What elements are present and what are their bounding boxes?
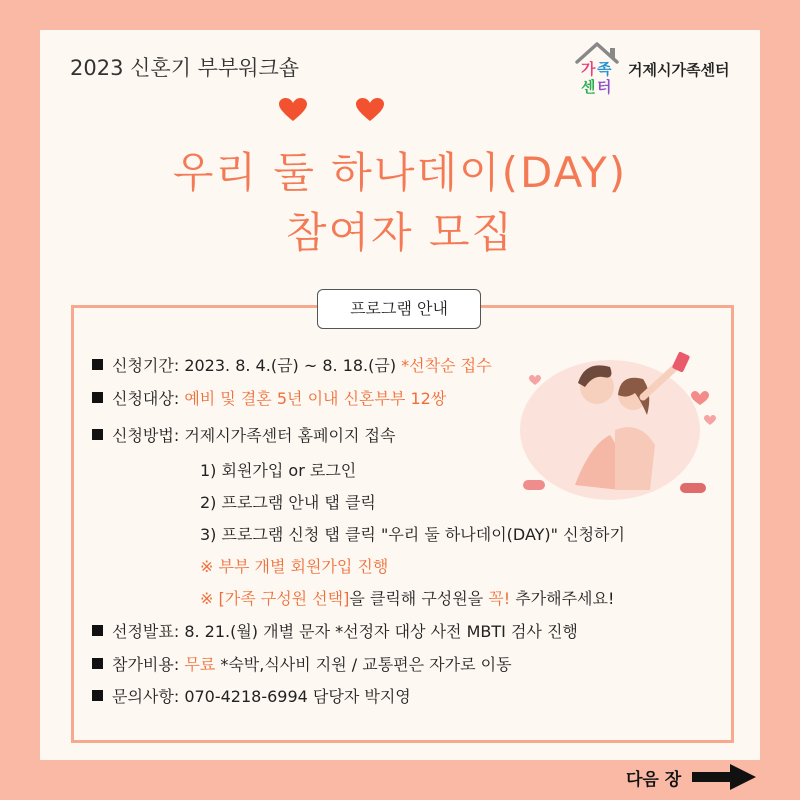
svg-text:족: 족: [597, 60, 612, 78]
note-1: ※ 부부 개별 회원가입 진행: [200, 557, 389, 576]
item-text: 거제시가족센터 홈페이지 접속: [184, 426, 396, 445]
note-text: 추가해주세요!: [510, 589, 615, 608]
list-item-period: [92, 353, 492, 376]
item-text: 2023. 8. 4.(금) ~ 8. 18.(금): [184, 356, 402, 375]
list-item-target: [92, 386, 446, 409]
org-name: 거제시가족센터: [628, 61, 730, 79]
bullet-icon: [92, 429, 103, 440]
list-item-announcement: [92, 619, 578, 642]
bullet-icon: [92, 625, 103, 636]
couple-illustration: [515, 335, 725, 505]
bullet-icon: [92, 392, 103, 403]
arrow-right-icon[interactable]: [692, 764, 756, 790]
note-highlight: ※ [가족 구성원 선택]: [200, 589, 350, 608]
list-item-fee: [92, 652, 512, 675]
bullet-icon: [92, 359, 103, 370]
item-label: 신청방법:: [112, 426, 185, 445]
step-3: 3) 프로그램 신청 탭 클릭 "우리 둘 하나데이(DAY)" 신청하기: [200, 525, 625, 544]
item-text: *숙박,식사비 지원 / 교통편은 자가로 이동: [215, 655, 512, 674]
item-highlight: 무료: [184, 655, 216, 674]
note-2: [200, 586, 614, 609]
program-info-label: 프로그램 안내: [317, 289, 481, 329]
svg-text:터: 터: [597, 78, 612, 96]
headline-line2: 참여자 모집: [285, 208, 515, 257]
item-highlight: *선착순 접수: [401, 356, 492, 375]
step-2: 2) 프로그램 안내 탭 클릭: [200, 493, 376, 512]
list-item-method: [92, 423, 395, 446]
item-label: 선정발표:: [112, 622, 185, 641]
item-label: 신청대상:: [112, 389, 185, 408]
heart-icon: [356, 98, 384, 122]
item-label: 문의사항:: [112, 687, 185, 706]
note-text: 을 클릭해 구성원을: [349, 589, 489, 608]
item-text: 070-4218-6994 담당자 박지영: [184, 687, 411, 706]
heart-icon: [279, 98, 307, 122]
item-highlight: 예비 및 결혼 5년 이내 신혼부부 12쌍: [184, 389, 447, 408]
item-label: 신청기간:: [112, 356, 185, 375]
bullet-icon: [92, 690, 103, 701]
page-subtitle: 2023 신혼기 부부워크숍: [70, 56, 300, 80]
next-page-label[interactable]: 다음 장: [626, 770, 682, 790]
bullet-icon: [92, 658, 103, 669]
step-1: 1) 회원가입 or 로그인: [200, 461, 357, 480]
note-emphasis: 꼭!: [488, 589, 511, 608]
svg-text:가: 가: [581, 60, 596, 78]
item-text: 8. 21.(월) 개별 문자 *선정자 대상 사전 MBTI 검사 진행: [184, 622, 578, 641]
svg-text:센: 센: [581, 78, 596, 96]
item-label: 참가비용:: [112, 655, 185, 674]
family-center-logo: [573, 40, 625, 96]
headline-line1: 우리 둘 하나데이(DAY): [172, 148, 628, 197]
list-item-contact: [92, 684, 411, 707]
